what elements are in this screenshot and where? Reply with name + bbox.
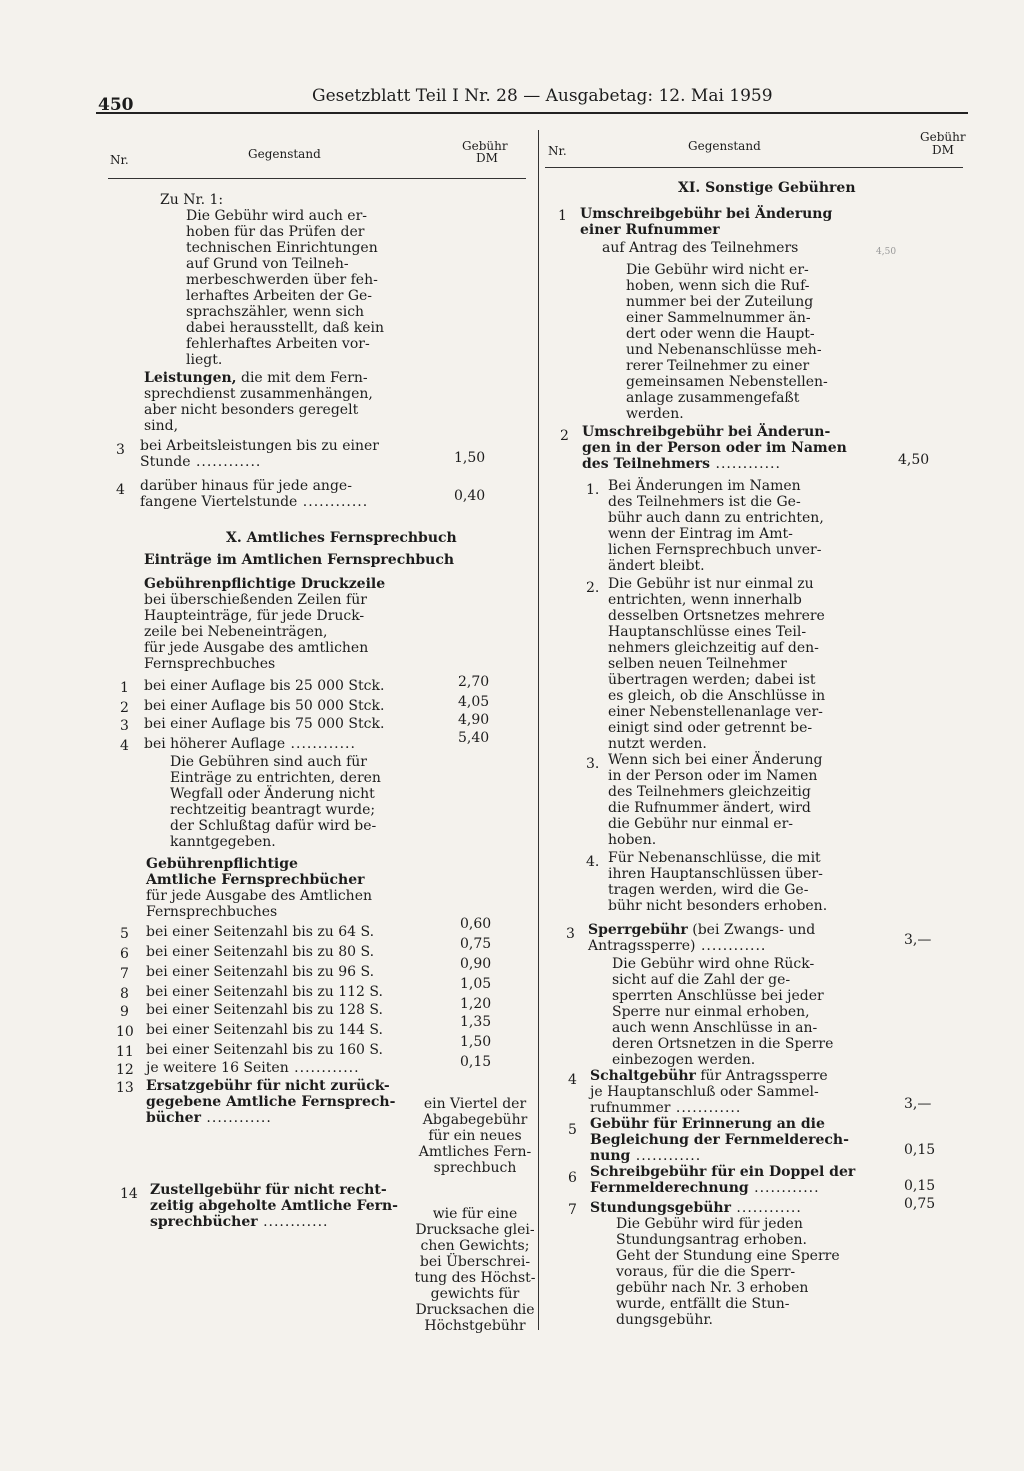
row-text: bei höherer Auflage ..... <box>144 736 356 752</box>
row-nr: 3 <box>116 442 125 458</box>
row-nr: 6 <box>120 946 129 962</box>
point-label: 1. <box>586 482 600 498</box>
page-number: 450 <box>98 95 134 115</box>
col-header-nr-right: Nr. <box>548 144 567 158</box>
auflage-note: Die Gebühren sind auch für Einträge zu entrichten, deren Wegfall oder Änderung nicht rechtzeitig beantragt wurde; der Schlußtag dafür wird be- kanntgegeben. <box>170 754 381 850</box>
subsection-heading: Einträge im Amtlichen Fernsprechbuch <box>144 552 455 568</box>
zu-nr1-title: Zu Nr. 1: <box>160 192 224 208</box>
row-title: Schreibgebühr für ein Doppel der Fernmelderechnung ..... <box>590 1164 860 1196</box>
row-nr: 7 <box>120 966 129 982</box>
row-fee: 3,— <box>904 1096 932 1112</box>
row-note: Die Gebühr wird nicht er- hoben, wenn sich die Ruf- nummer bei der Zuteilung einer Sammelnummer än- dert oder wenn die Haupt- und Nebenanschlüsse meh- rerer Teilnehmer zu einer gemeinsamen Nebenstellen- anlage zusammengefaßt werden. <box>626 262 828 422</box>
row-note: Die Gebühr wird ohne Rück- sicht auf die Zahl der ge- sperrten Anschlüsse bei jeder Sperre nur einmal erhoben, auch wenn Anschlüsse in an- deren Ortsnetzen in die Sperre einbezogen werden. <box>612 956 834 1068</box>
point-label: 2. <box>586 580 600 596</box>
row-nr: 1 <box>558 208 567 224</box>
row-title: Sperrgebühr (bei Zwangs- und Antragssperre) ..... <box>588 922 858 954</box>
row-text: bei einer Seitenzahl bis zu 112 S. <box>146 984 383 1000</box>
row-nr: 8 <box>120 986 129 1002</box>
point-text: Für Nebenanschlüsse, die mit ihren Hauptanschlüssen über- tragen werden, wird die Ge- bühr nicht besonders erhoben. <box>608 850 828 914</box>
row-fee: 0,15 <box>904 1178 936 1194</box>
row-title: Stundungsgebühr ..... <box>590 1200 802 1216</box>
section-heading: X. Amtliches Fernsprechbuch <box>226 530 457 546</box>
page-title: Gesetzblatt Teil I Nr. 28 — Ausgabetag: 12. Mai 1959 <box>312 86 773 106</box>
row-nr: 4 <box>568 1072 577 1088</box>
leistungen-text: Leistungen, die mit dem Fern- sprechdienst zusammenhängen, aber nicht besonders geregelt sind, <box>144 370 373 434</box>
row-fee: 0,15 <box>460 1054 492 1070</box>
row-fee: 0,75 <box>904 1196 936 1212</box>
left-header-rule <box>108 178 526 179</box>
point-label: 3. <box>586 756 600 772</box>
row-text: bei einer Seitenzahl bis zu 96 S. <box>146 964 375 980</box>
row-fee: 1,05 <box>460 976 492 992</box>
row-nr: 5 <box>120 926 129 942</box>
row-text: darüber hinaus für jede ange- fangene Viertelstunde ..... <box>140 478 400 510</box>
row-nr: 3 <box>566 926 575 942</box>
row-fee: 1,50 <box>454 450 486 466</box>
row-nr: 3 <box>120 718 129 734</box>
row-text: bei einer Auflage bis 50 000 Stck. <box>144 698 385 714</box>
row-text: bei einer Auflage bis 75 000 Stck. <box>144 716 385 732</box>
row-title: Schaltgebühr für Antragssperre je Hauptanschluß oder Sammel- rufnummer ..... <box>590 1068 860 1116</box>
row-fee: 1,20 <box>460 996 492 1012</box>
row-nr: 14 <box>120 1186 138 1202</box>
row-text: bei Arbeitsleistungen bis zu einer Stunde ..... <box>140 438 400 470</box>
row-fee: 1,35 <box>460 1014 492 1030</box>
row-fee: 3,— <box>904 932 932 948</box>
row-nr: 13 <box>116 1080 134 1096</box>
row-nr: 1 <box>120 680 129 696</box>
row-nr: 5 <box>568 1122 577 1138</box>
col-header-gegenstand: Gegenstand <box>248 147 321 161</box>
row-fee: 0,15 <box>904 1142 936 1158</box>
row-nr: 2 <box>120 700 129 716</box>
row-fee-text: wie für eine Drucksache glei- chen Gewichts; bei Überschrei- tung des Höchst- gewichts für Drucksachen die Höchstgebühr <box>414 1206 536 1334</box>
row-fee: 0,40 <box>454 488 486 504</box>
row-nr: 10 <box>116 1024 134 1040</box>
row-fee: 4,90 <box>458 712 490 728</box>
col-header-nr: Nr. <box>110 153 129 167</box>
col-header-fee-right-1: Gebühr <box>920 130 966 144</box>
row-text: Zustellgebühr für nicht recht- zeitig abgeholte Amtliche Fern- sprechbücher ..... <box>150 1182 410 1230</box>
row-nr: 4 <box>120 738 129 754</box>
point-text: Wenn sich bei einer Änderung in der Person oder im Namen des Teilnehmers gleichzeitig die Rufnummer ändert, wird die Gebühr nur einmal er- hoben. <box>608 752 823 848</box>
row-title: Umschreibgebühr bei Änderun- gen in der Person oder im Namen des Teilnehmers ..... <box>582 424 862 472</box>
zu-nr1-text: Die Gebühr wird auch er- hoben für das Prüfen der technischen Einrichtungen auf Grund von Teilneh- merbeschwerden über feh- lerhaftes Arbeiten der Ge- sprachszähler, wenn sich dabei herausstellt, daß kein fehlerhaftes Arbeiten vor- liegt. <box>186 208 384 368</box>
row-title: Umschreibgebühr bei Änderung einer Rufnummer <box>580 206 833 238</box>
row-fee: 0,75 <box>460 936 492 952</box>
row-text: bei einer Seitenzahl bis zu 144 S. <box>146 1022 383 1038</box>
row-text: bei einer Seitenzahl bis zu 128 S. <box>146 1002 383 1018</box>
row-note: Die Gebühr wird für jeden Stundungsantrag erhoben. Geht der Stundung eine Sperre voraus, für die die Sperr- gebühr nach Nr. 3 erhoben wurde, entfällt die Stun- dungsgebühr. <box>616 1216 840 1328</box>
row-subtitle: auf Antrag des Teilnehmers <box>602 240 799 256</box>
row-text: bei einer Seitenzahl bis zu 160 S. <box>146 1042 383 1058</box>
row-text: bei einer Seitenzahl bis zu 80 S. <box>146 944 375 960</box>
row-nr: 9 <box>120 1004 129 1020</box>
right-header-rule <box>545 167 963 168</box>
row-fee: 2,70 <box>458 674 490 690</box>
druckzeile-text: Gebührenpflichtige Druckzeile bei überschießenden Zeilen für Haupteinträge, für jede Druck- zeile bei Nebeneinträgen, für jede Ausgabe des amtlichen Fernsprechbuches <box>144 576 386 672</box>
point-text: Die Gebühr ist nur einmal zu entrichten, wenn innerhalb desselben Ortsnetzes mehrere Hauptanschlüsse eines Teil- nehmers gleichzeitig auf den- selben neuen Teilnehmer übertragen werden; dabei ist es gleich, ob die Anschlüsse in einer Nebenstellenanlage ver- einigt sind oder getrennt be- nutzt werden. <box>608 576 826 752</box>
row-title: Gebühr für Erinnerung an die Begleichung der Fernmelderech- nung ..... <box>590 1116 860 1164</box>
row-nr: 11 <box>116 1044 134 1060</box>
col-header-gegenstand-right: Gegenstand <box>688 139 761 153</box>
row-text: bei einer Auflage bis 25 000 Stck. <box>144 678 385 694</box>
row-text: Ersatzgebühr für nicht zurück- gegebene Amtliche Fernsprech- bücher ..... <box>146 1078 406 1126</box>
buecher-text: Gebührenpflichtige Amtliche Fernsprechbücher für jede Ausgabe des Amtlichen Fernsprechbuches <box>146 856 372 920</box>
point-text: Bei Änderungen im Namen des Teilnehmers ist die Ge- bühr auch dann zu entrichten, wenn der Eintrag im Amt- lichen Fernsprechbuch unver- ändert bleibt. <box>608 478 824 574</box>
row-nr: 6 <box>568 1170 577 1186</box>
row-fee-text: ein Viertel der Abgabegebühr für ein neues Amtliches Fern- sprechbuch <box>418 1096 532 1176</box>
row-fee: 1,50 <box>460 1034 492 1050</box>
row-text: bei einer Seitenzahl bis zu 64 S. <box>146 924 375 940</box>
row-fee: 5,40 <box>458 730 490 746</box>
row-fee: 0,90 <box>460 956 492 972</box>
row-fee: 0,60 <box>460 916 492 932</box>
point-label: 4. <box>586 854 600 870</box>
row-fee: 4,05 <box>458 694 490 710</box>
row-nr: 7 <box>568 1202 577 1218</box>
row-text: je weitere 16 Seiten ..... <box>146 1060 360 1076</box>
header-rule <box>96 112 968 114</box>
row-fee: 4,50 <box>876 247 897 257</box>
col-header-fee-1: Gebühr <box>462 139 508 153</box>
row-nr: 4 <box>116 482 125 498</box>
row-nr: 12 <box>116 1062 134 1078</box>
row-fee: 4,50 <box>898 452 930 468</box>
col-header-fee-right-2: DM <box>932 143 954 157</box>
row-nr: 2 <box>560 428 569 444</box>
col-header-fee-2: DM <box>476 151 498 165</box>
section-heading: XI. Sonstige Gebühren <box>678 180 856 196</box>
